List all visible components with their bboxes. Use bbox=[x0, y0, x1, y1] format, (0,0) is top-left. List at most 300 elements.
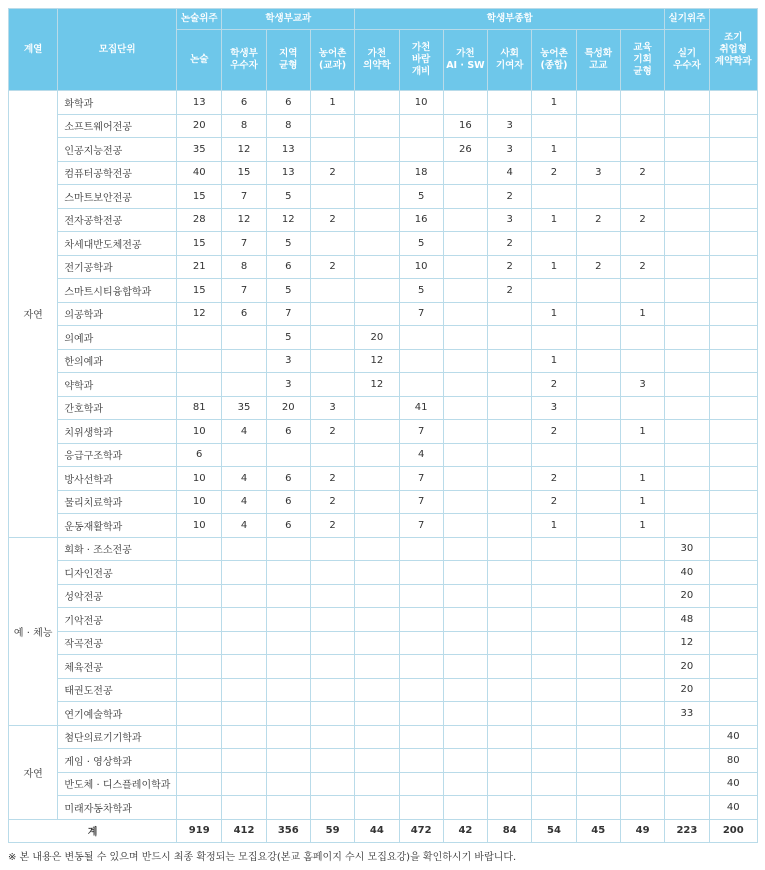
quota-cell bbox=[665, 373, 709, 397]
quota-cell bbox=[443, 161, 487, 185]
quota-cell bbox=[355, 208, 399, 232]
quota-cell: 20 bbox=[177, 114, 222, 138]
quota-cell: 13 bbox=[266, 138, 310, 162]
total-cell: 919 bbox=[177, 819, 222, 842]
quota-cell bbox=[709, 537, 757, 561]
quota-cell bbox=[709, 279, 757, 303]
quota-cell bbox=[443, 725, 487, 749]
quota-cell bbox=[355, 537, 399, 561]
quota-cell bbox=[709, 514, 757, 538]
footnote: ※ 본 내용은 변동될 수 있으며 반드시 최종 확정되는 모집요강(본교 홈페이지 수시 모집요강)을 확인하시기 바랍니다. bbox=[8, 852, 517, 863]
quota-cell bbox=[709, 91, 757, 115]
unit-name: 물리치료학과 bbox=[58, 490, 177, 514]
admissions-table bbox=[8, 8, 758, 843]
quota-cell bbox=[709, 608, 757, 632]
quota-cell bbox=[443, 302, 487, 326]
quota-cell bbox=[532, 537, 576, 561]
total-cell: 42 bbox=[443, 819, 487, 842]
table-row bbox=[9, 443, 758, 467]
table-row bbox=[9, 114, 758, 138]
quota-cell bbox=[355, 490, 399, 514]
quota-cell bbox=[488, 514, 532, 538]
quota-cell: 20 bbox=[266, 396, 310, 420]
table-row bbox=[9, 138, 758, 162]
quota-cell: 35 bbox=[222, 396, 266, 420]
quota-cell bbox=[355, 255, 399, 279]
unit-name: 컴퓨터공학전공 bbox=[58, 161, 177, 185]
group-label: 자연 bbox=[9, 725, 58, 819]
quota-cell: 5 bbox=[399, 279, 443, 303]
quota-cell bbox=[443, 326, 487, 350]
quota-cell bbox=[310, 349, 354, 373]
quota-cell: 7 bbox=[399, 467, 443, 491]
unit-name: 기악전공 bbox=[58, 608, 177, 632]
table-row bbox=[9, 467, 758, 491]
quota-cell bbox=[709, 161, 757, 185]
quota-cell bbox=[620, 749, 664, 773]
quota-cell bbox=[399, 631, 443, 655]
quota-cell bbox=[665, 255, 709, 279]
table-row bbox=[9, 514, 758, 538]
table-row bbox=[9, 772, 758, 796]
quota-cell bbox=[443, 772, 487, 796]
quota-cell bbox=[266, 561, 310, 585]
quota-cell bbox=[177, 772, 222, 796]
quota-cell: 35 bbox=[177, 138, 222, 162]
quota-cell bbox=[620, 349, 664, 373]
unit-name: 차세대반도체전공 bbox=[58, 232, 177, 256]
quota-cell bbox=[355, 443, 399, 467]
quota-cell bbox=[620, 232, 664, 256]
unit-name: 화학과 bbox=[58, 91, 177, 115]
table-row bbox=[9, 655, 758, 679]
quota-cell bbox=[177, 702, 222, 726]
quota-cell: 10 bbox=[399, 255, 443, 279]
quota-cell: 2 bbox=[620, 208, 664, 232]
quota-cell bbox=[355, 114, 399, 138]
quota-cell: 6 bbox=[266, 490, 310, 514]
quota-cell bbox=[222, 537, 266, 561]
quota-cell bbox=[355, 91, 399, 115]
quota-cell bbox=[355, 796, 399, 820]
quota-cell bbox=[488, 772, 532, 796]
quota-cell bbox=[709, 396, 757, 420]
quota-cell bbox=[177, 537, 222, 561]
unit-name: 응급구조학과 bbox=[58, 443, 177, 467]
quota-cell bbox=[399, 138, 443, 162]
total-cell: 84 bbox=[488, 819, 532, 842]
quota-cell bbox=[576, 420, 620, 444]
quota-cell: 2 bbox=[310, 490, 354, 514]
unit-name: 의공학과 bbox=[58, 302, 177, 326]
quota-cell bbox=[222, 608, 266, 632]
quota-cell bbox=[665, 208, 709, 232]
quota-cell bbox=[177, 631, 222, 655]
quota-cell bbox=[488, 373, 532, 397]
quota-cell: 1 bbox=[620, 302, 664, 326]
quota-cell bbox=[266, 443, 310, 467]
quota-cell bbox=[665, 749, 709, 773]
quota-cell bbox=[665, 302, 709, 326]
quota-cell bbox=[310, 702, 354, 726]
quota-cell: 1 bbox=[620, 490, 664, 514]
unit-name: 인공지능전공 bbox=[58, 138, 177, 162]
quota-cell bbox=[310, 725, 354, 749]
quota-cell bbox=[576, 279, 620, 303]
quota-cell: 48 bbox=[665, 608, 709, 632]
quota-cell bbox=[665, 114, 709, 138]
quota-cell bbox=[709, 373, 757, 397]
quota-cell bbox=[355, 138, 399, 162]
quota-cell: 40 bbox=[709, 772, 757, 796]
quota-cell bbox=[488, 537, 532, 561]
quota-cell bbox=[310, 608, 354, 632]
quota-cell bbox=[399, 796, 443, 820]
quota-cell bbox=[665, 326, 709, 350]
quota-cell: 2 bbox=[310, 161, 354, 185]
quota-cell: 2 bbox=[576, 208, 620, 232]
quota-cell: 20 bbox=[355, 326, 399, 350]
quota-cell bbox=[399, 537, 443, 561]
quota-cell bbox=[665, 467, 709, 491]
unit-name: 스마트시티융합학과 bbox=[58, 279, 177, 303]
quota-cell bbox=[576, 467, 620, 491]
table-row bbox=[9, 255, 758, 279]
header-student-record-comprehensive: 학생부종합 bbox=[355, 9, 665, 30]
quota-cell bbox=[665, 91, 709, 115]
quota-cell: 3 bbox=[488, 114, 532, 138]
quota-cell bbox=[443, 420, 487, 444]
quota-cell: 2 bbox=[620, 161, 664, 185]
quota-cell bbox=[488, 561, 532, 585]
unit-name: 전기공학과 bbox=[58, 255, 177, 279]
quota-cell: 15 bbox=[222, 161, 266, 185]
quota-cell bbox=[177, 608, 222, 632]
quota-cell: 10 bbox=[177, 514, 222, 538]
quota-cell bbox=[709, 185, 757, 209]
table-row bbox=[9, 232, 758, 256]
quota-cell bbox=[532, 655, 576, 679]
quota-cell: 2 bbox=[310, 208, 354, 232]
quota-cell bbox=[576, 396, 620, 420]
unit-name: 전자공학전공 bbox=[58, 208, 177, 232]
quota-cell bbox=[443, 608, 487, 632]
quota-cell bbox=[177, 561, 222, 585]
quota-cell: 10 bbox=[177, 490, 222, 514]
quota-cell bbox=[399, 725, 443, 749]
quota-cell bbox=[620, 796, 664, 820]
total-cell: 472 bbox=[399, 819, 443, 842]
unit-name: 작곡전공 bbox=[58, 631, 177, 655]
quota-cell bbox=[488, 702, 532, 726]
quota-cell bbox=[222, 373, 266, 397]
quota-cell bbox=[532, 185, 576, 209]
quota-cell: 7 bbox=[399, 490, 443, 514]
quota-cell: 1 bbox=[620, 420, 664, 444]
quota-cell: 6 bbox=[266, 420, 310, 444]
quota-cell bbox=[177, 373, 222, 397]
quota-cell bbox=[665, 514, 709, 538]
quota-cell bbox=[222, 326, 266, 350]
quota-cell: 1 bbox=[620, 467, 664, 491]
table-row bbox=[9, 608, 758, 632]
quota-cell bbox=[576, 514, 620, 538]
quota-cell: 2 bbox=[488, 255, 532, 279]
quota-cell: 6 bbox=[222, 302, 266, 326]
quota-cell bbox=[576, 138, 620, 162]
quota-cell: 7 bbox=[222, 279, 266, 303]
quota-cell: 5 bbox=[266, 326, 310, 350]
quota-cell: 6 bbox=[266, 255, 310, 279]
quota-cell bbox=[532, 114, 576, 138]
quota-cell: 18 bbox=[399, 161, 443, 185]
quota-cell bbox=[665, 349, 709, 373]
quota-cell bbox=[576, 326, 620, 350]
quota-cell bbox=[488, 326, 532, 350]
unit-name: 연기예술학과 bbox=[58, 702, 177, 726]
quota-cell: 15 bbox=[177, 185, 222, 209]
quota-cell: 3 bbox=[488, 208, 532, 232]
quota-cell bbox=[620, 772, 664, 796]
quota-cell bbox=[576, 537, 620, 561]
table-row bbox=[9, 208, 758, 232]
table-row bbox=[9, 796, 758, 820]
quota-cell bbox=[310, 302, 354, 326]
quota-cell bbox=[620, 655, 664, 679]
quota-cell bbox=[532, 678, 576, 702]
quota-cell bbox=[620, 702, 664, 726]
quota-cell bbox=[576, 302, 620, 326]
quota-cell bbox=[620, 396, 664, 420]
unit-name: 약학과 bbox=[58, 373, 177, 397]
unit-name: 한의예과 bbox=[58, 349, 177, 373]
quota-cell: 2 bbox=[488, 232, 532, 256]
quota-cell bbox=[576, 584, 620, 608]
group-label: 자연 bbox=[9, 91, 58, 538]
total-row bbox=[9, 819, 758, 842]
subheader-col: 농어촌 (종합) bbox=[532, 30, 576, 91]
total-cell: 45 bbox=[576, 819, 620, 842]
table-row bbox=[9, 326, 758, 350]
unit-name: 의예과 bbox=[58, 326, 177, 350]
quota-cell bbox=[532, 608, 576, 632]
quota-cell: 1 bbox=[532, 138, 576, 162]
quota-cell: 4 bbox=[222, 467, 266, 491]
quota-cell: 5 bbox=[266, 279, 310, 303]
subheader-col: 농어촌 (교과) bbox=[310, 30, 354, 91]
unit-name: 간호학과 bbox=[58, 396, 177, 420]
quota-cell bbox=[355, 655, 399, 679]
table-row bbox=[9, 373, 758, 397]
quota-cell: 15 bbox=[177, 232, 222, 256]
quota-cell bbox=[443, 443, 487, 467]
quota-cell bbox=[310, 631, 354, 655]
quota-cell bbox=[266, 702, 310, 726]
subheader-col: 학생부 우수자 bbox=[222, 30, 266, 91]
quota-cell bbox=[709, 420, 757, 444]
quota-cell bbox=[620, 114, 664, 138]
quota-cell bbox=[576, 655, 620, 679]
quota-cell bbox=[709, 467, 757, 491]
quota-cell: 2 bbox=[532, 467, 576, 491]
quota-cell bbox=[355, 232, 399, 256]
quota-cell: 5 bbox=[266, 185, 310, 209]
quota-cell bbox=[532, 326, 576, 350]
table-row bbox=[9, 631, 758, 655]
table-row bbox=[9, 302, 758, 326]
quota-cell bbox=[222, 349, 266, 373]
quota-cell: 2 bbox=[488, 279, 532, 303]
quota-cell bbox=[709, 302, 757, 326]
quota-cell: 13 bbox=[266, 161, 310, 185]
quota-cell bbox=[399, 702, 443, 726]
quota-cell bbox=[310, 678, 354, 702]
quota-cell bbox=[709, 208, 757, 232]
quota-cell bbox=[266, 655, 310, 679]
quota-cell: 6 bbox=[266, 467, 310, 491]
quota-cell: 1 bbox=[532, 255, 576, 279]
quota-cell bbox=[488, 796, 532, 820]
quota-cell bbox=[709, 655, 757, 679]
quota-cell bbox=[576, 443, 620, 467]
quota-cell bbox=[222, 678, 266, 702]
table-row bbox=[9, 420, 758, 444]
quota-cell bbox=[443, 396, 487, 420]
header-group: 계열 bbox=[9, 9, 58, 91]
quota-cell: 2 bbox=[532, 161, 576, 185]
quota-cell: 6 bbox=[266, 514, 310, 538]
table-row bbox=[9, 678, 758, 702]
quota-cell bbox=[443, 279, 487, 303]
quota-cell bbox=[399, 373, 443, 397]
unit-name: 스마트보안전공 bbox=[58, 185, 177, 209]
quota-cell bbox=[532, 796, 576, 820]
quota-cell bbox=[665, 490, 709, 514]
quota-cell: 6 bbox=[222, 91, 266, 115]
quota-cell bbox=[709, 702, 757, 726]
quota-cell: 2 bbox=[532, 373, 576, 397]
quota-cell: 2 bbox=[310, 467, 354, 491]
quota-cell: 12 bbox=[355, 349, 399, 373]
quota-cell bbox=[709, 326, 757, 350]
quota-cell bbox=[532, 584, 576, 608]
quota-cell bbox=[399, 678, 443, 702]
quota-cell bbox=[576, 608, 620, 632]
subheader-col: 사회 기여자 bbox=[488, 30, 532, 91]
quota-cell bbox=[709, 631, 757, 655]
unit-name: 방사선학과 bbox=[58, 467, 177, 491]
quota-cell bbox=[709, 349, 757, 373]
quota-cell bbox=[399, 608, 443, 632]
quota-cell bbox=[576, 114, 620, 138]
quota-cell bbox=[310, 537, 354, 561]
subheader-col: 가천 바람 개비 bbox=[399, 30, 443, 91]
quota-cell bbox=[355, 725, 399, 749]
quota-cell: 4 bbox=[222, 490, 266, 514]
subheader-col: 특성화 고교 bbox=[576, 30, 620, 91]
quota-cell: 41 bbox=[399, 396, 443, 420]
quota-cell bbox=[310, 232, 354, 256]
quota-cell bbox=[266, 678, 310, 702]
quota-cell: 15 bbox=[177, 279, 222, 303]
quota-cell bbox=[399, 655, 443, 679]
quota-cell bbox=[355, 279, 399, 303]
quota-cell bbox=[443, 91, 487, 115]
quota-cell: 3 bbox=[488, 138, 532, 162]
quota-cell bbox=[709, 138, 757, 162]
quota-cell bbox=[222, 772, 266, 796]
quota-cell bbox=[177, 796, 222, 820]
quota-cell bbox=[310, 138, 354, 162]
quota-cell bbox=[709, 678, 757, 702]
quota-cell bbox=[665, 725, 709, 749]
quota-cell: 12 bbox=[177, 302, 222, 326]
quota-cell bbox=[177, 655, 222, 679]
quota-cell bbox=[532, 232, 576, 256]
quota-cell bbox=[177, 326, 222, 350]
quota-cell: 6 bbox=[177, 443, 222, 467]
quota-cell bbox=[576, 232, 620, 256]
quota-cell: 10 bbox=[177, 467, 222, 491]
unit-name: 소프트웨어전공 bbox=[58, 114, 177, 138]
quota-cell bbox=[443, 349, 487, 373]
quota-cell bbox=[443, 584, 487, 608]
table-row bbox=[9, 749, 758, 773]
quota-cell: 2 bbox=[620, 255, 664, 279]
quota-cell: 3 bbox=[576, 161, 620, 185]
quota-cell: 13 bbox=[177, 91, 222, 115]
quota-cell bbox=[532, 772, 576, 796]
quota-cell bbox=[222, 655, 266, 679]
quota-cell bbox=[443, 373, 487, 397]
header-unit: 모집단위 bbox=[58, 9, 177, 91]
quota-cell bbox=[310, 279, 354, 303]
unit-name: 디자인전공 bbox=[58, 561, 177, 585]
quota-cell: 5 bbox=[266, 232, 310, 256]
quota-cell: 16 bbox=[399, 208, 443, 232]
quota-cell bbox=[443, 749, 487, 773]
quota-cell: 5 bbox=[399, 185, 443, 209]
quota-cell: 1 bbox=[620, 514, 664, 538]
quota-cell bbox=[620, 91, 664, 115]
quota-cell bbox=[532, 443, 576, 467]
quota-cell: 20 bbox=[665, 655, 709, 679]
quota-cell bbox=[355, 749, 399, 773]
quota-cell: 5 bbox=[399, 232, 443, 256]
quota-cell bbox=[576, 678, 620, 702]
quota-cell bbox=[488, 608, 532, 632]
total-cell: 223 bbox=[665, 819, 709, 842]
quota-cell bbox=[266, 749, 310, 773]
quota-cell bbox=[488, 490, 532, 514]
quota-cell bbox=[488, 584, 532, 608]
quota-cell: 1 bbox=[532, 208, 576, 232]
quota-cell: 12 bbox=[222, 138, 266, 162]
quota-cell bbox=[620, 279, 664, 303]
quota-cell bbox=[488, 725, 532, 749]
quota-cell bbox=[443, 702, 487, 726]
quota-cell: 4 bbox=[222, 420, 266, 444]
quota-cell bbox=[488, 631, 532, 655]
quota-cell bbox=[399, 561, 443, 585]
quota-cell bbox=[443, 514, 487, 538]
quota-cell bbox=[665, 796, 709, 820]
total-cell: 412 bbox=[222, 819, 266, 842]
quota-cell bbox=[443, 537, 487, 561]
quota-cell bbox=[399, 772, 443, 796]
unit-name: 게임 · 영상학과 bbox=[58, 749, 177, 773]
quota-cell bbox=[488, 655, 532, 679]
